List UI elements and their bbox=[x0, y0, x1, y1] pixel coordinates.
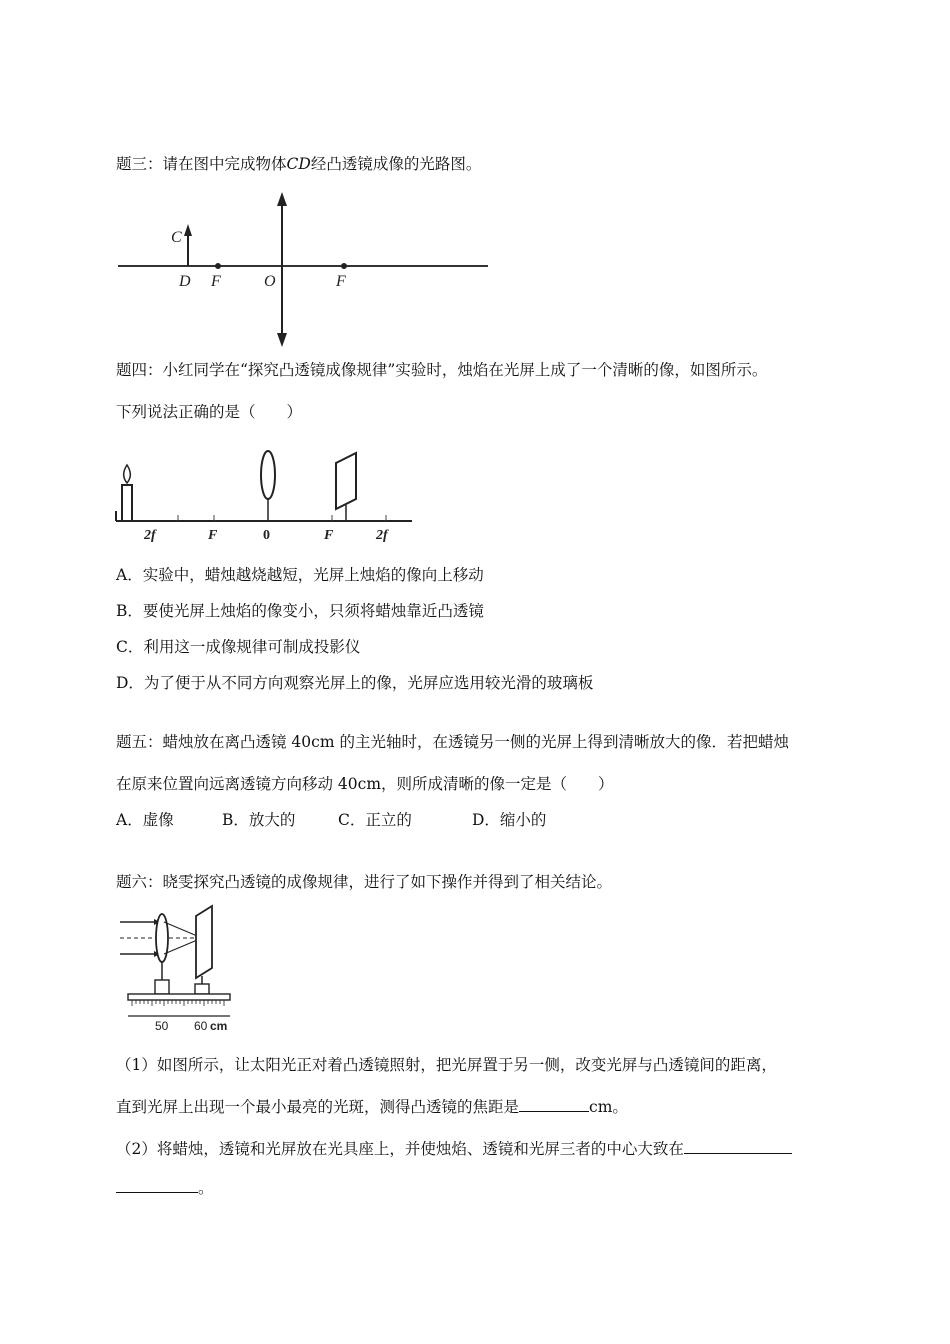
q6-part1-line1: （1）如图所示，让太阳光正对着凸透镜照射，把光屏置于另一侧，改变光屏与凸透镜间的距离， bbox=[116, 1056, 777, 1074]
q5-option-a: A．虚像 bbox=[116, 811, 174, 829]
focus-right-dot bbox=[341, 263, 347, 269]
label-f-left: F bbox=[211, 273, 221, 290]
q3-title-suffix: 经凸透镜成像的光路图。 bbox=[310, 155, 482, 173]
q4-option-b: B．要使光屏上烛焰的像变小，只须将蜡烛靠近凸透镜 bbox=[116, 602, 484, 620]
q6-part2-line2 bbox=[116, 1178, 214, 1198]
scale-label-60: 60 bbox=[194, 1019, 208, 1033]
object-arrow-head bbox=[184, 224, 192, 236]
optical-bench bbox=[128, 994, 230, 1000]
focal-length-answer-blank[interactable] bbox=[519, 1097, 589, 1112]
center-height-answer-blank-2[interactable] bbox=[116, 1178, 198, 1193]
q5-line1: 题五：蜡烛放在离凸透镜 40cm 的主光轴时，在透镜另一侧的光屏上得到清晰放大的像．若把蜡烛 bbox=[116, 733, 789, 751]
convex-lens bbox=[261, 451, 275, 499]
q6-intro: 题六：晓雯探究凸透镜的成像规律，进行了如下操作并得到了相关结论。 bbox=[116, 873, 613, 891]
q6-part2-line1 bbox=[116, 1139, 792, 1159]
scale-label-50: 50 bbox=[155, 1019, 169, 1033]
q6-light-screen bbox=[196, 906, 212, 978]
label-c: C bbox=[171, 229, 182, 246]
light-screen bbox=[336, 453, 356, 509]
label-o: 0 bbox=[263, 528, 270, 543]
candle-flame bbox=[124, 465, 131, 483]
screen-holder-base bbox=[195, 984, 209, 994]
label-2f-left: 2f bbox=[144, 528, 156, 543]
lens-top-arrow bbox=[277, 192, 287, 206]
q4-option-c: C．利用这一成像规律可制成投影仪 bbox=[116, 638, 361, 656]
label-f-right: F bbox=[336, 273, 346, 290]
q3-lens-diagram bbox=[110, 186, 510, 351]
q5-option-d: D．缩小的 bbox=[472, 811, 547, 829]
q3-title-prefix: 题三：请在图中完成物体 bbox=[116, 155, 287, 173]
label-o: O bbox=[264, 273, 276, 290]
q5-line2: 在原来位置向远离透镜方向移动 40cm，则所成清晰的像一定是（ ） bbox=[116, 775, 614, 793]
q6-part2-period: 。 bbox=[198, 1179, 214, 1197]
label-d: D bbox=[179, 273, 191, 290]
q4-option-d: D．为了便于从不同方向观察光屏上的像，光屏应选用较光滑的玻璃板 bbox=[116, 674, 594, 692]
q5-option-b: B．放大的 bbox=[222, 811, 296, 829]
q6-part1-line2 bbox=[116, 1097, 628, 1117]
label-f-left: F bbox=[208, 528, 218, 543]
bench-scale bbox=[132, 1000, 224, 1006]
q6-part1-line2-text: 直到光屏上出现一个最小最亮的光斑，测得凸透镜的焦距是 bbox=[116, 1098, 520, 1116]
q4-line2: 下列说法正确的是（ ） bbox=[116, 403, 303, 421]
candle-body bbox=[122, 485, 132, 521]
center-height-answer-blank-1[interactable] bbox=[684, 1139, 792, 1154]
lens-bottom-arrow bbox=[277, 333, 287, 347]
q4-option-a: A．实验中，蜡烛越烧越短，光屏上烛焰的像向上移动 bbox=[116, 566, 484, 584]
lens-holder-base bbox=[155, 980, 169, 994]
q6-convex-lens bbox=[156, 914, 168, 962]
q5-option-c: C．正立的 bbox=[338, 811, 412, 829]
q3-object-name: CD bbox=[286, 155, 311, 173]
label-f-right: F bbox=[324, 528, 334, 543]
label-2f-right: 2f bbox=[376, 528, 388, 543]
q3-title bbox=[116, 154, 481, 174]
q6-part2-line1-text: （2）将蜡烛，透镜和光屏放在光具座上，并使烛焰、透镜和光屏三者的中心大致在 bbox=[116, 1140, 684, 1158]
q6-focal-length-diagram bbox=[114, 902, 244, 1034]
q6-part1-unit: cm。 bbox=[589, 1098, 628, 1116]
q4-candle-lens-screen-diagram bbox=[110, 445, 420, 545]
q4-line1: 题四：小红同学在“探究凸透镜成像规律”实验时，烛焰在光屏上成了一个清晰的像，如图所示。 bbox=[116, 361, 768, 379]
scale-unit-cm: cm bbox=[210, 1019, 228, 1033]
focus-left-dot bbox=[215, 263, 221, 269]
